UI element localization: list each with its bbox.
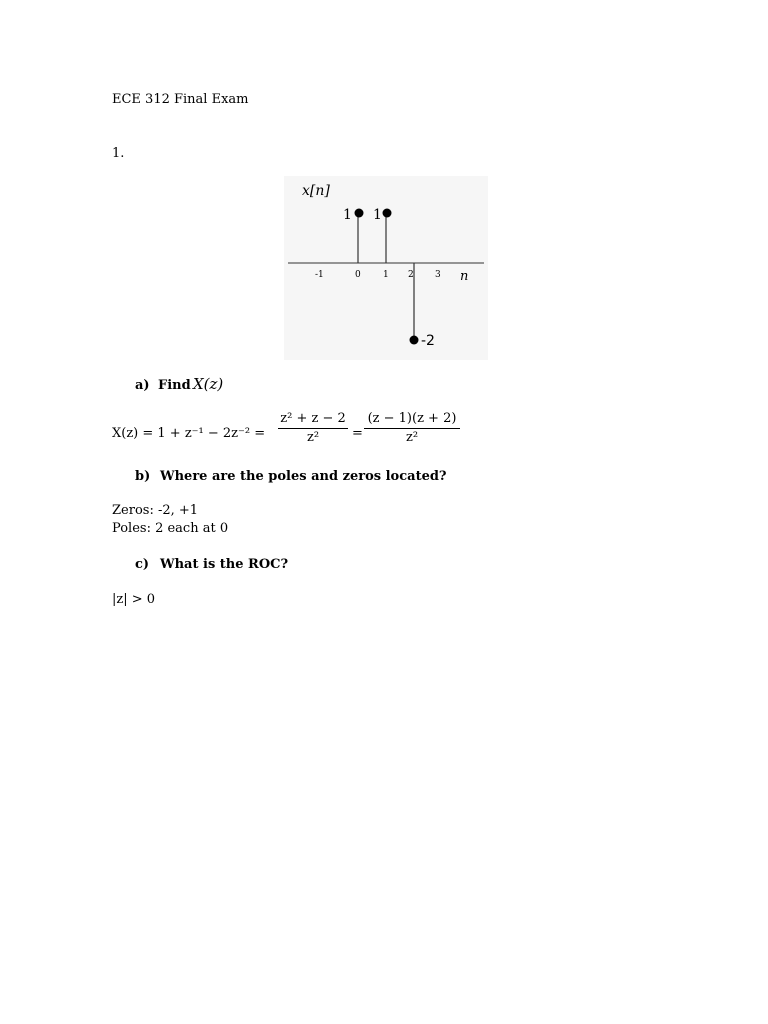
stem-marker-n2 [410, 336, 419, 345]
zeros-answer: Zeros: -2, +1 [112, 503, 199, 518]
stem-value-label-n0: 1 [343, 207, 352, 223]
fraction-2-numerator: (z − 1)(z + 2) [367, 411, 457, 426]
tick-label: 2 [408, 270, 414, 280]
question-number: 1. [112, 146, 125, 161]
equation-lhs: X(z) = 1 + z⁻¹ − 2z⁻² = [112, 426, 266, 441]
tick-label: -1 [315, 270, 324, 280]
tick-label: 0 [355, 270, 361, 280]
stem-marker-n0 [355, 209, 364, 218]
fraction-1-numerator: z² + z − 2 [280, 411, 346, 426]
tick-label: 3 [435, 270, 441, 280]
part-c-label: c) [135, 557, 150, 572]
poles-answer: Poles: 2 each at 0 [112, 521, 229, 536]
stem-marker-n1 [383, 209, 392, 218]
stem-value-label-n1: 1 [373, 207, 382, 223]
part-a-prompt-math: X(z) [193, 375, 224, 393]
part-a-prompt: Find [158, 378, 191, 393]
equation-equals: = [352, 426, 363, 441]
part-b-label: b) [135, 469, 151, 484]
axis-label: n [460, 269, 469, 284]
signal-stem-plot [284, 176, 488, 360]
stem-plot-svg [284, 176, 488, 360]
transform-equation [112, 410, 472, 454]
fraction-2 [364, 410, 460, 447]
fraction-1-denominator: z² [306, 430, 320, 445]
tick-label: 1 [383, 270, 389, 280]
page-title: ECE 312 Final Exam [112, 92, 249, 107]
part-c-prompt: What is the ROC? [160, 557, 289, 572]
signal-label: x[n] [302, 183, 330, 199]
fraction-2-denominator: z² [405, 430, 419, 445]
part-b-prompt: Where are the poles and zeros located? [160, 469, 447, 484]
stem-value-label-n2: -2 [421, 333, 435, 349]
part-a-label: a) [135, 378, 150, 393]
roc-answer: |z| > 0 [112, 592, 156, 607]
fraction-1 [278, 410, 348, 447]
